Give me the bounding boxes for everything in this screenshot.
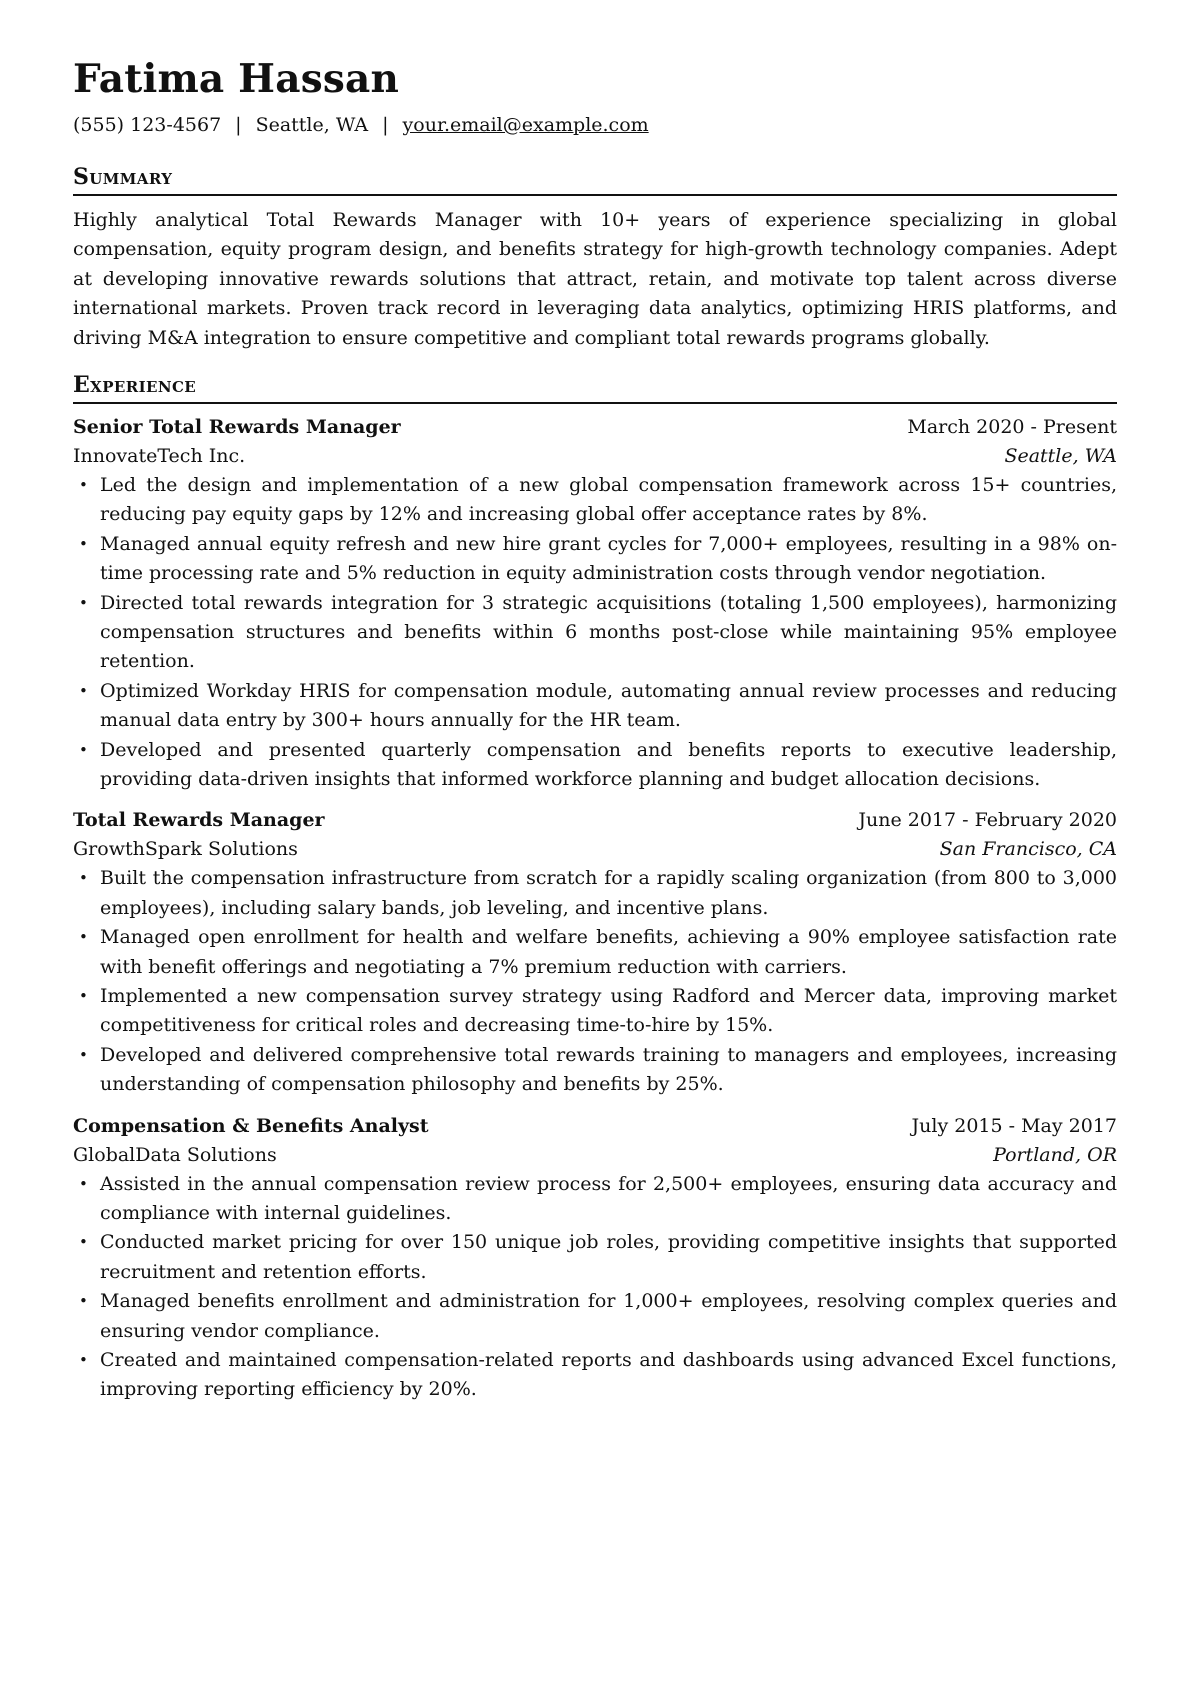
job-company-row: [73, 835, 1117, 864]
company-name: InnovateTech Inc.: [73, 444, 246, 467]
bullet-text: Built the compensation infrastructure from scratch for a rapidly scaling organization (from 800 to 3,000 employees), including salary bands, job leveling, and incentive plans.: [100, 867, 1117, 919]
job-entry: [73, 413, 1117, 794]
bullet-item: [73, 1346, 1117, 1405]
bullet-text: Assisted in the annual compensation review process for 2,500+ employees, ensuring data accuracy and compliance with internal guidelines.: [100, 1172, 1117, 1225]
bullet-icon: •: [79, 928, 88, 947]
bullet-icon: •: [79, 1045, 88, 1064]
section-title-summary: Summary: [73, 163, 173, 190]
job-entry: [73, 806, 1117, 1099]
bullet-icon: •: [79, 1351, 88, 1370]
contact-line: [73, 113, 1117, 137]
job-location: San Francisco, CA: [939, 838, 1117, 861]
candidate-name: Fatima Hassan: [73, 56, 400, 102]
section-title-experience: Experience: [73, 371, 197, 398]
bullet-text: Led the design and implementation of a new global compensation framework across 15+ countries, reducing pay equity gaps by 12% and increasing global offer acceptance rates by 8%.: [100, 473, 1117, 526]
bullet-icon: •: [79, 1174, 88, 1193]
job-entry: [73, 1112, 1117, 1405]
section-divider: [73, 402, 1117, 404]
email-link[interactable]: your.email@example.com: [402, 113, 649, 136]
job-title: Compensation & Benefits Analyst: [73, 1114, 429, 1137]
bullet-text: Directed total rewards integration for 3 strategic acquisitions (totaling 1,500 employees), harmonizing compensation structures and benefits within 6 months post-close while maintaining 95% employee retention.: [100, 591, 1117, 673]
bullet-text: Implemented a new compensation survey strategy using Radford and Mercer data, improving market competitiveness for critical roles and decreasing time-to-hire by 15%.: [100, 985, 1117, 1037]
bullet-icon: •: [79, 1292, 88, 1311]
phone-number: (555) 123-4567: [73, 113, 222, 136]
job-bullets: [73, 471, 1117, 794]
job-title: Senior Total Rewards Manager: [73, 415, 401, 438]
job-dates: June 2017 - February 2020: [858, 809, 1117, 832]
bullet-icon: •: [79, 1233, 88, 1252]
bullet-item: [73, 864, 1117, 923]
bullet-icon: •: [79, 593, 88, 612]
company-name: GlobalData Solutions: [73, 1143, 277, 1166]
bullet-text: Created and maintained compensation-related reports and dashboards using advanced Excel functions, improving reporting efficiency by 20%.: [100, 1349, 1117, 1401]
job-title: Total Rewards Manager: [73, 809, 325, 832]
bullet-text: Managed open enrollment for health and welfare benefits, achieving a 90% employee satisfaction rate with benefit offerings and negotiating a 7% premium reduction with carriers.: [100, 926, 1117, 978]
bullet-item: [73, 1041, 1117, 1100]
job-header-row: [73, 806, 1117, 835]
bullet-item: [73, 530, 1117, 589]
bullet-icon: •: [79, 475, 88, 494]
bullet-item: [73, 589, 1117, 677]
bullet-item: [73, 1170, 1117, 1229]
bullet-text: Developed and delivered comprehensive total rewards training to managers and employees, increasing understanding of compensation philosophy and benefits by 25%.: [100, 1043, 1117, 1096]
job-company-row: [73, 1141, 1117, 1170]
bullet-text: Optimized Workday HRIS for compensation module, automating annual review processes and reducing manual data entry by 300+ hours annually for the HR team.: [100, 679, 1117, 732]
bullet-icon: •: [79, 681, 88, 700]
contact-separator: |: [235, 113, 242, 136]
bullet-item: [73, 923, 1117, 982]
bullet-item: [73, 1287, 1117, 1346]
bullet-text: Conducted market pricing for over 150 unique job roles, providing competitive insights that supported recruitment and retention efforts.: [100, 1231, 1117, 1283]
bullet-text: Developed and presented quarterly compensation and benefits reports to executive leadership, providing data-driven insights that informed workforce planning and budget allocation decisions.: [100, 738, 1117, 790]
job-header-row: [73, 413, 1117, 442]
job-company-row: [73, 442, 1117, 471]
section-divider: [73, 194, 1117, 196]
summary-text: Highly analytical Total Rewards Manager with 10+ years of experience specializing in global compensation, equity program design, and benefits strategy for high-growth technology companies. Adept at developing innovative rewards solutions that attract, retain, and motivate top talent across diverse international markets. Proven track record in leveraging data analytics, optimizing HRIS platforms, and driving M&A integration to ensure competitive and compliant total rewards programs globally.: [73, 208, 1117, 349]
job-dates: March 2020 - Present: [907, 415, 1117, 438]
bullet-item: [73, 736, 1117, 795]
job-location: Portland, OR: [993, 1143, 1117, 1166]
bullet-item: [73, 677, 1117, 736]
experience-list: [73, 413, 1117, 1405]
job-bullets: [73, 1170, 1117, 1405]
bullet-icon: •: [79, 534, 88, 553]
job-location: Seattle, WA: [1004, 444, 1117, 467]
bullet-text: Managed benefits enrollment and administration for 1,000+ employees, resolving complex queries and ensuring vendor compliance.: [100, 1290, 1117, 1342]
company-name: GrowthSpark Solutions: [73, 838, 298, 861]
contact-location: Seattle, WA: [255, 113, 369, 136]
bullet-icon: •: [79, 987, 88, 1006]
bullet-icon: •: [79, 740, 88, 759]
bullet-item: [73, 982, 1117, 1041]
bullet-text: Managed annual equity refresh and new hire grant cycles for 7,000+ employees, resulting in a 98% on-time processing rate and 5% reduction in equity administration costs through vendor negotiation.: [100, 532, 1117, 585]
job-header-row: [73, 1112, 1117, 1141]
bullet-item: [73, 471, 1117, 530]
job-bullets: [73, 864, 1117, 1099]
contact-separator: |: [382, 113, 389, 136]
bullet-item: [73, 1228, 1117, 1287]
job-dates: July 2015 - May 2017: [911, 1114, 1117, 1137]
bullet-icon: •: [79, 869, 88, 888]
